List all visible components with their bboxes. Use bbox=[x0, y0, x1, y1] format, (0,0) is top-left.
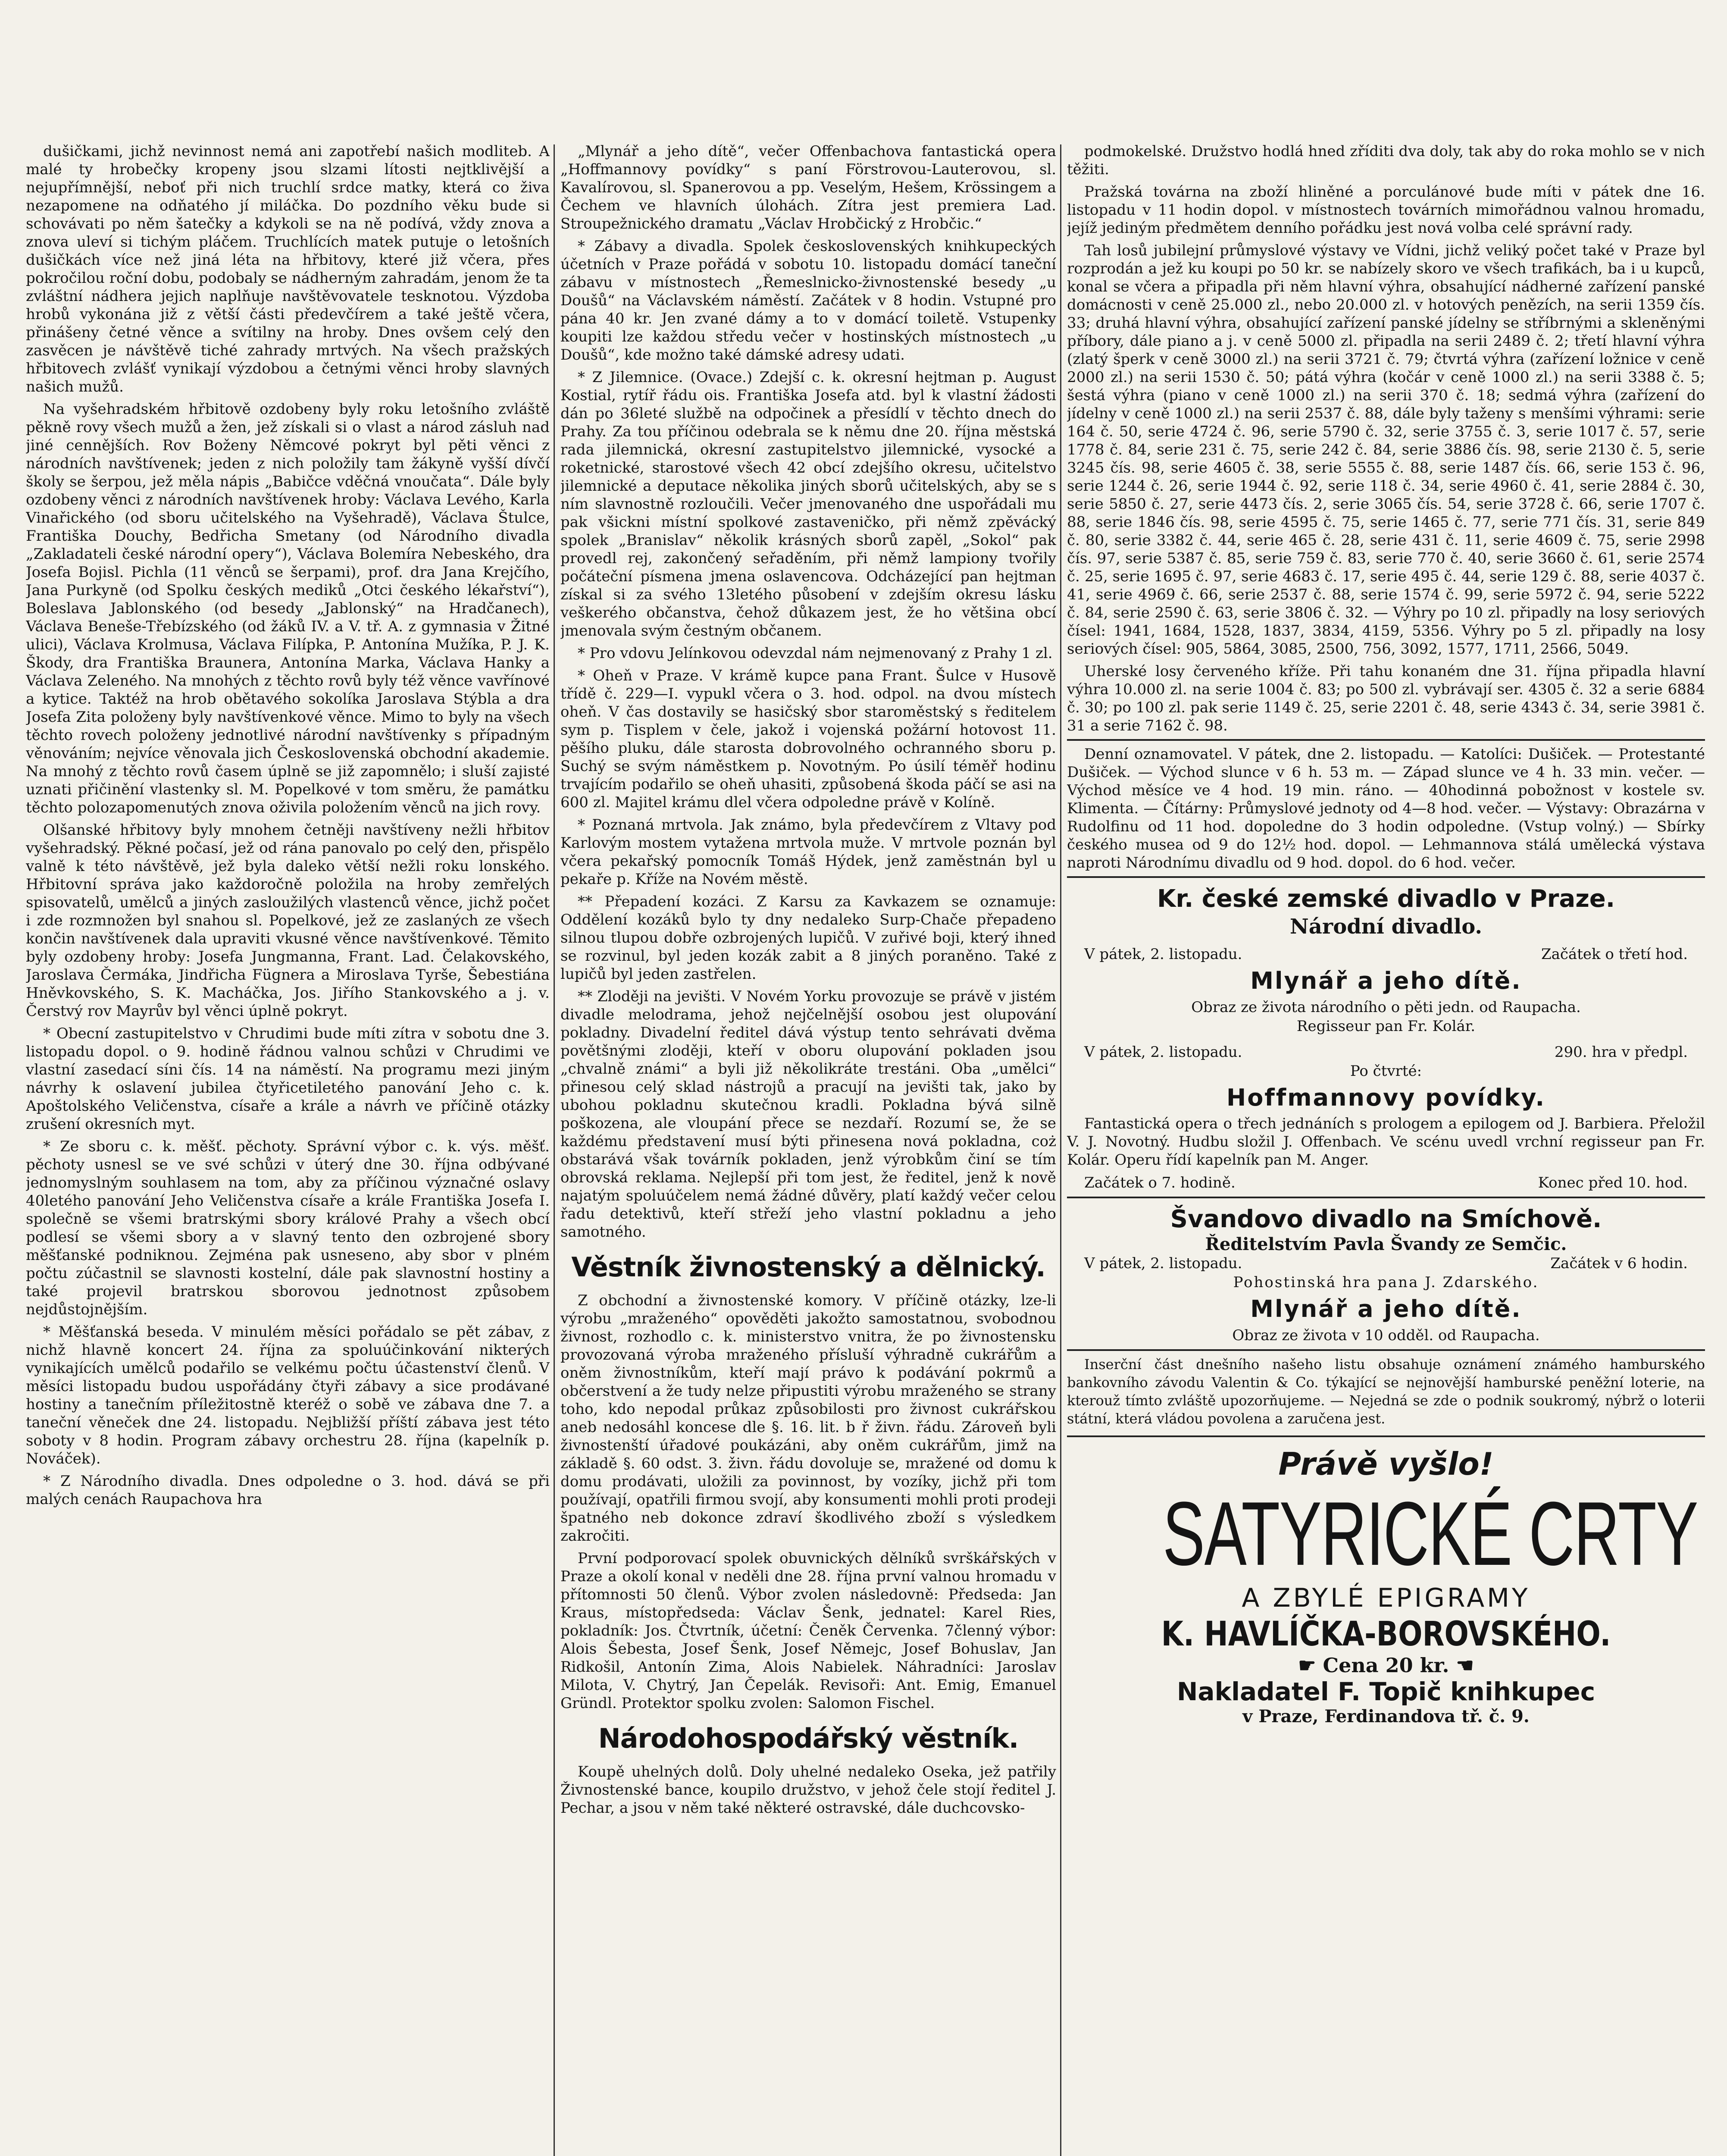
performance-date: V pátek, 2. listopadu. bbox=[1084, 1044, 1242, 1061]
section-heading-narodohospodarsky: Národohospodářský věstník. bbox=[598, 1723, 1019, 1754]
column-3 bbox=[1067, 142, 1705, 2156]
play-title: Hoffmannovy povídky. bbox=[1226, 1084, 1546, 1111]
column-1 bbox=[26, 142, 550, 2156]
article-paragraph: * Zábavy a divadla. Spolek československých knihkupeckých účetních v Praze pořádá v sobotu 10. listopadu domácí taneční zábavu v místnostech „Řemeslnicko-živnostenské besedy „u Doušů“ na Václavském náměstí. Začátek v 8 hodin. Vstupné pro pána 40 kr. Jen zvané dámy a to v domácí toiletě. Vstupenky koupiti lze každou středu večer v hostinských místnostech „u Doušů“, kde možno také dámské adresy udati. bbox=[560, 238, 1056, 364]
article-paragraph: Pražská továrna na zboží hliněné a porculánové bude míti v pátek dne 16. listopadu v 11 hodin dopol. v místnostech továrních mimořádnou valnou hromadu, jejíž jediným předmětem denního pořádku jest nová volba celé správní rady. bbox=[1067, 183, 1705, 237]
theatre-subtitle: Národní divadlo. bbox=[1289, 915, 1483, 939]
play-title: Mlynář a jeho dítě. bbox=[1250, 967, 1522, 994]
ad-headline: Právě vyšlo! bbox=[1278, 1446, 1494, 1482]
performance-row bbox=[1067, 1254, 1705, 1273]
ad-title: SATYRICKÉ CRTY bbox=[1163, 1483, 1698, 1584]
divider bbox=[1067, 1197, 1705, 1198]
daily-announcer: Denní oznamovatel. V pátek, dne 2. listopadu. — Katolíci: Dušiček. — Protestanté Dušiček. — Východ slunce v 6 h. 53 m. — Západ slunce ve 4 h. 33 min. večer. — Východ měsíce ve 4 hod. 19 min. ráno. — 40hodinná pobožnost v kostele sv. Klimenta. — Čítárny: Průmyslové jednoty od 4—8 hod. večer. — Výstavy: Obrazárna v Rudolfinu od 11 hod. dopoledne do 3 hodin odpoledne. (Vstup volný.) — Sbírky českého musea od 9 do 12½ hod. dopol. — Lehmannova stálá umělecká výstava naproti Národnímu divadlu od 9 hod. dopol. do 6 hod. večer. bbox=[1067, 746, 1705, 871]
article-paragraph: * Obecní zastupitelstvo v Chrudimi bude míti zítra v sobotu dne 3. listopadu dopol. o 9. hodině řádnou valnou schůzi v Chrudimi ve vlastní zasedací síni čís. 14 na náměstí. Na programu mezi jiným návrhy k oslavení jubilea čtyřicetiletého panování Jeho c. k. Apoštolského Veličenstva, císaře a krále a návrh ve příčině otázky zrušení okresních myt. bbox=[26, 1025, 550, 1133]
performance-end: Konec před 10. hod. bbox=[1538, 1174, 1688, 1191]
ad-price bbox=[1067, 1654, 1705, 1677]
performance-start: Začátek o 7. hodině. bbox=[1084, 1174, 1236, 1191]
article-paragraph: „Mlynář a jeho dítě“, večer Offenbachova fantastická opera „Hoffmannovy povídky“ s paní Förstrovou-Lauterovou, sl. Kavalírovou, sl. Spanerovou a pp. Veselým, Hešem, Krössingem a Čechem ve hlavních úlohách. Zítra jest premiera Lad. Stroupežnického dramatu „Václav Hrobčický z Hrobčic.“ bbox=[560, 143, 1056, 232]
article-paragraph: * Pro vdovu Jelínkovou odevzdal nám nejmenovaný z Prahy 1 zl. bbox=[578, 645, 1053, 662]
guest-performance: Pohostinská hra pana J. Zdarského. bbox=[1233, 1274, 1539, 1291]
theatre-title: Švandovo divadlo na Smíchově. bbox=[1170, 1205, 1602, 1233]
play-title: Mlynář a jeho dítě. bbox=[1250, 1295, 1522, 1322]
article-paragraph: dušičkami, jichž nevinnost nemá ani zapotřebí našich modliteb. A malé ty hrobečky kropeny jsou slzami lítosti nejtklivější a nejupřímnější, neboť při nich truchlí srdce matky, která co živa nezapomene na odňatého jí miláčka. Do pozdního věku bude si schovávati po něm šatečky a kdykoli se na ně podívá, vždy znova a znova uleví si tichým pláčem. Truchlících matek putuje o letošních dušičkách více než jiná léta na hřbitovy, které již včera, přes pokročilou roční dobu, podobaly se nádherným zahradám, jenom že ta zvláštní nádhera jejich naplňuje navštěvovatele tesknotou. Výzdoba hrobů vykonána již z větší části předevčírem a také ještě včera, přinášeny četné věnce a svítilny na hroby. Dnes ovšem celý den zasvěcen je návštěvě tiché zahrady mrtvých. Na všech pražských hřbitovech zvlášť vynikají výzdobou a četnými věnci hroby slavných našich mužů. bbox=[26, 143, 550, 395]
theatre-title: Kr. české zemské divadlo v Praze. bbox=[1157, 885, 1615, 913]
theatre-listing-svanda bbox=[1067, 1205, 1705, 1345]
section-heading-vestnik: Věstník živnostenský a dělnický. bbox=[571, 1251, 1045, 1283]
performance-start: Začátek v 6 hodin. bbox=[1550, 1255, 1688, 1272]
performance-date: V pátek, 2. listopadu. bbox=[1084, 1255, 1242, 1272]
divider bbox=[1067, 739, 1705, 741]
article-paragraph: ** Zloději na jevišti. V Novém Yorku provozuje se právě v jistém divadle melodrama, jehož nejčelnější osobou jest olupování pokladny. Divadelní ředitel dává výstup tento sehrávati dvěma povětšnými zloději, kteří v oboru olupování pokladen jsou „chvalně známi“ a byli již několikráte trestáni. Oba „umělci“ přinesou celý sklad nástrojů a pracují na jevišti tak, jako by ubohou pokladnu skutečnou kradli. Pokladna bývá silně poškozena, ale vloupání přece se nezdaří. Rozumí se, že se každému představení musí býti přinesena nová pokladna, coż obstarává však továrník pokladen, jenž výrobkům činí se tím obrovská reklama. Nejlepší při tom jest, že ředitel, jenž k nově najatým spoluúčelem nemá žádné důvěry, platí každý večer celou řadu detektivů, kteří střeží jeho vlastní pokladnu a jeho samotného. bbox=[560, 988, 1056, 1241]
hand-pointer-icon: ☛ bbox=[1298, 1654, 1323, 1677]
article-paragraph: podmokelské. Družstvo hodlá hned zříditi dva doly, tak aby do roka mohlo se v nich těžiti. bbox=[1067, 143, 1705, 178]
article-paragraph: Uherské losy červeného kříže. Při tahu konaném dne 31. října připadla hlavní výhra 10.000 zl. na serie 1004 č. 83; po 500 zl. vybrávají ser. 4305 č. 32 a serie 6884 č. 30; po 100 zl. pak serie 1149 č. 25, serie 2201 č. 48, serie 4343 č. 34, serie 3981 č. 31 a serie 7162 č. 98. bbox=[1067, 663, 1705, 734]
ad-publisher: Nakladatel F. Topič knihkupec bbox=[1176, 1677, 1596, 1706]
article-paragraph: ** Přepadení kozáci. Z Karsu za Kavkazem se oznamuje: Oddělení kozáků bylo ty dny nedaleko Surp-Chače přepadeno silnou tlupou dobře ozbrojených lupičů. V zuřivé boji, který ihned se rozvinul, byl jeden kozák zabit a 8 jiných poraněno. Také z lupičů byl jeden zastřelen. bbox=[560, 893, 1056, 983]
article-paragraph: První podporovací spolek obuvnických dělníků svrškářských v Praze a okolí konal v neděli dne 28. října první valnou hromadu v přítomnosti 50 členů. Výbor zvolen následovně: Předseda: Jan Kraus, místopředseda: Václav Šenk, jednatel: Karel Ries, pokladník: Jos. Čtvrtník, účetní: Čeněk Červenka. 7členný výbor: Alois Šebesta, Josef Šenk, Josef Němejc, Josef Bohuslav, Jan Ridkošil, Antonín Zima, Alois Nabielek. Náhradníci: Jaroslav Milota, V. Chytrý, Jan Čepelák. Revisoři: Ant. Emig, Emanuel Gründl. Protektor spolku zvolen: Salomon Fischel. bbox=[560, 1550, 1056, 1712]
ad-price-text: Cena 20 kr. bbox=[1323, 1654, 1449, 1677]
performance-count: Po čtvrté: bbox=[1350, 1062, 1422, 1080]
play-description: Obraz ze života národního o pěti jedn. od Raupacha. bbox=[1191, 999, 1581, 1016]
article-paragraph: Tah losů jubilejní průmyslové výstavy ve Vídni, jichž veliký počet také v Praze byl rozprodán a jež ku koupi po 50 kr. se nabízely skoro ve všech trafikách, ba i u kupců, konal se včera a připadla při něm hlavní výhra, obsahující nádherné zařízení panské domácnosti v ceně 25.000 zl., nebo 20.000 zl. v hotových penězích, na serii 1359 čís. 33; druhá hlavní výhra, obsahující zařízení panské jídelny se stříbrnými a skleněnými příbory, dále piano a j. v ceně 5000 zl. připadla na serii 2489 č. 2; třetí hlavní výhra (zlatý šperk v ceně 3000 zl.) na serii 3721 č. 79; čtvrtá výhra (zařízení ložnice v ceně 2000 zl.) na serii 1530 č. 50; pátá výhra (kočár v ceně 1000 zl.) na serii 3388 č. 5; šestá výhra (piano v ceně 1000 zl.) na serii 370 č. 18; sedmá výhra (zařízení do jídelny v ceně 1000 zl.) na serii 2537 č. 88, dále byly taženy s menšími výhrami: serie 164 č. 50, serie 4724 č. 96, serie 5790 č. 32, serie 3755 č. 3, serie 1017 č. 57, serie 1778 č. 84, serie 231 č. 75, serie 242 č. 84, serie 3886 čís. 98, serie 2130 č. 5, serie 3245 čís. 98, serie 4605 č. 38, serie 5555 č. 88, serie 1487 čís. 66, serie 153 č. 96, serie 1244 č. 26, serie 1944 č. 92, serie 118 č. 34, serie 4960 č. 41, serie 2884 č. 30, serie 5850 č. 27, serie 4473 čís. 2, serie 3065 čís. 54, serie 3728 č. 66, serie 1707 č. 88, serie 1846 čís. 98, serie 4595 č. 75, serie 1465 č. 77, serie 771 čís. 31, serie 849 č. 80, serie 3382 č. 44, serie 465 č. 28, serie 431 č. 11, serie 4609 č. 75, serie 2998 čís. 97, serie 5387 č. 85, serie 759 č. 83, serie 770 č. 40, serie 3660 č. 61, serie 2574 č. 25, serie 1695 č. 97, serie 4683 č. 17, serie 495 č. 44, serie 129 č. 88, serie 4037 č. 41, serie 4969 č. 66, serie 2537 č. 88, serie 1574 č. 99, serie 5972 č. 94, serie 5222 č. 84, serie 2590 č. 63, serie 3806 č. 32. — Výhry po 10 zl. připadly na losy seriových čísel: 1941, 1684, 1528, 1837, 3834, 4159, 5356. Výhry po 5 zl. připadly na losy seriových čísel: 905, 5864, 3085, 2500, 756, 3092, 1577, 1711, 2566, 5049. bbox=[1067, 242, 1705, 658]
article-paragraph: * Z Jilemnice. (Ovace.) Zdejší c. k. okresní hejtman p. August Kostial, rytíř řádu ois. Františka Josefa atd. byl k vlastní žádosti dán po 36leté službě na odpočinek a přesídlí v těchto dnech do Prahy. Za tou příčinou odebrala se k němu dne 20. října městská rada jilemnická, okresní zastupitelstvo jilemnické, vysocké a roketnické, starostové všech 42 obcí zdejšího okresu, učitelstvo jilemnické a deputace několika jiných sborů učitelských, aby se s ním slavnostně rozloučili. Večer jmenovaného dne uspořádali mu pak všickni místní spolkové zastaveničko, při němž zpěvácký spolek „Branislav“ několik krásných sborů zapěl, „Sokol“ pak provedl rej, zakončený seřaděním, při němž lampiony tvořily počáteční písmena jmena oslavencova. Odcházející pan hejtman získal si za svého 13letého působení v zdejším okresu lásku veškerého občanstva, čehož důkazem jest, že ho většina obcí jmenovala svým čestným občanem. bbox=[560, 369, 1056, 639]
article-paragraph: Z obchodní a živnostenské komory. V příčině otázky, lze-li výrobu „mraženého“ opověděti jakožto samostatnou, svobodnou živnost, rozhodlo c. k. ministerstvo vnitra, že po živnostensku provozovaná výroba mraženého přísluší výhradně cukrářům a oněm živnostníkům, kteří mají právo k podávání pokrmů a občerstvení a že tudy nelze připustiti výrobu mraženého se strany toho, kdo nepodal průkaz způsobilosti pro živnost cukrářskou aneb nedosáhl koncese dle §. 16. lit. b ř živn. řádu. Zároveň byli živnostenští úřadové poukázáni, aby oněm cukrářům, jimž na základě §. 60 odst. 3. živn. řádu dovoluje se, mražené od domu k domu prodávati, uložili za povinnost, by vozíky, jichž při tom používají, opatřili firmou svojí, aby konsumenti mohli proti prodeji špatného neb dokonce zdraví škodlivého zboží s výsledkem zakročiti. bbox=[560, 1292, 1056, 1545]
play-director: Regisseur pan Fr. Kolár. bbox=[1296, 1018, 1476, 1035]
performance-row bbox=[1067, 1173, 1705, 1192]
article-paragraph: * Měšťanská beseda. V minulém měsíci pořádalo se pět zábav, z nichž hlavně koncert 24. října za spoluúčinkování nikterých vynikajících umělců podařilo se velkému počtu účastenství členů. V měsíci listopadu budou uspořádány čtyři zábavy a sice prodávané hostiny a tanečním příležitostně kteréž o sobě ve zábava dne 7. a taneční věneček dne 24. listopadu. Nejbližší příští zábava jest této soboty v 8 hodin. Program zábavy orchestru 28. října (kapelník p. Nováček). bbox=[26, 1323, 550, 1467]
article-paragraph: Na vyšehradském hřbitově ozdobeny byly roku letošního zvláště pěkně rovy všech mužů a žen, jež získali si o vlast a národ zásluh nad jiné cennějších. Rov Boženy Němcové pokryt byl pěti věnci z národních navštívenek; jeden z nich položily tam žákyně vyšší dívčí školy se šerpou, jež měla nápis „Babičce vděčná vnoučata“. Dále byly ozdobeny věnci z národních navštívenek hroby: Václava Levého, Karla Vinařického (od sboru učitelského na Vyšehradě), Václava Štulce, Františka Douchy, Bedřicha Smetany (od Národního divadla „Zakladateli české národní opery“), Václava Bolemíra Nebeského, dra Josefa Bojisl. Pichla (11 věnců se šerpami), prof. dra Jana Krejčího, Jana Purkyně (od Spolku českých mediků „Otci českého lékařství“), Boleslava Jablonského (od besedy „Jablonský“ na Hradčanech), Václava Beneše-Třebízského (od žáků IV. a V. tř. A. z gymnasia v Žitné ulici), Václava Krolmusa, Václava Filípka, P. Antonína Mužíka, P. J. K. Škody, dra Františka Braunera, Antonína Marka, Václava Hanky a Václava Zeleného. Na mnohých z těchto rovů byly též věnce vavřínové a kytice. Taktéž na hrob obětavého sokolíka Jaroslava Stýbla a dra Josefa Zita položeny byly navštívenkové věnce. Mimo to byly na všech těchto rovech položeny jednotlivé národní navštívenky s případným věnováním; nejvíce věnovala jich Československá obchodní akademie. Na mnohý z těchto rovů časem úplně se již zapomnělo; i sluší zajisté uznati přičinění vlastenky sl. M. Popelkové v tom směru, že památku těchto polozapomenutých znova oživila položením věnců na jich rovy. bbox=[26, 401, 550, 816]
article-paragraph: Koupě uhelných dolů. Doly uhelné nedaleko Oseka, jež patřily Živnostenské bance, koupilo družstvo, v jehož čele stojí ředitel J. Pechar, a jsou v něm také některé ostravské, dále duchcovsko- bbox=[560, 1763, 1056, 1817]
hand-pointer-icon: ☚ bbox=[1449, 1654, 1474, 1677]
divider bbox=[1067, 876, 1705, 878]
performance-row bbox=[1067, 1043, 1705, 1062]
insert-text: Inserční část dnešního našeho listu obsahuje oznámení známého hamburského bankovního závodu Valentin & Co. týkající se nejnovější hamburské peněžní loterie, na kterouž tímto zvláště upozorňujeme. — Nejedná se zde o podnik soukromý, nýbrž o loterii státní, která vládou povolena a zaručena jest. bbox=[1067, 1356, 1705, 1427]
insert-notice bbox=[1067, 1355, 1705, 1428]
performance-subscription: 290. hra v předpl. bbox=[1554, 1044, 1688, 1061]
column-rule-1 bbox=[554, 144, 555, 2156]
article-paragraph: * Poznaná mrtvola. Jak známo, byla předevčírem z Vltavy pod Karlovým mostem vytažena mrtvola muže. V mrtvole poznán byl včera pekařský pomocník Tomáš Hýdek, jenž zaměstnán byl u pekaře p. Kříže na Novém městě. bbox=[560, 816, 1056, 888]
performance-row bbox=[1067, 945, 1705, 964]
ad-author: K. HAVLÍČKA-BOROVSKÉHO. bbox=[1161, 1615, 1611, 1654]
advertisement-book bbox=[1067, 1435, 1705, 1727]
play-description: Fantastická opera o třech jednáních s prologem a epilogem od J. Barbiera. Přeložil V. J. Novotný. Hudbu složil J. Offenbach. Ve scénu uvedl vrchní regisseur pan Fr. Kolár. Operu řídí kapelník pan M. Anger. bbox=[1067, 1115, 1705, 1169]
article-paragraph: Olšanské hřbitovy byly mnohem četněji navštíveny nežli hřbitov vyšehradský. Pěkné počasí, jež od rána panovalo po celý den, přispělo valně k této návštěvě, jež byla daleko větší nežli roku lonského. Hřbitovní správa jako každoročně položila na hroby zemřelých spisovatelů, umělců a jiných zasloužilých vlastenců věnce, jichž počet i zde rozmnožen byl snahou sl. Popelkové, jež ze zaslaných ze všech končin navštívenek dala upraviti vkusné věnce navštívenkové. Těmito byly ozdobeny hroby: Josefa Jungmanna, Frant. Lad. Čelakovského, Jaroslava Čermáka, Jindřicha Fügnera a Miroslava Tyrše, Šebestiána Hněvkovského, S. K. Macháčka, Jos. Jiřího Stankovského a j. v. Čerstvý rov Mayrův byl věnci úplně pokryt. bbox=[26, 821, 550, 1020]
article-paragraph: * Ze sboru c. k. měšť. pěchoty. Správní výbor c. k. výs. měšť. pěchoty usnesl se ve své schůzi v úterý dne 30. října odbývané jednomyslným souhlasem na tom, aby za příčinou význačné oslavy 40letého panování Jeho Veličenstva císaře a krále Františka Josefa I. společně se všemi bratrskými sbory králové Prahy a všech obcí podlesí se všemi sbory a v slavný tento den ozbrojené sbory měšťanské podniknou. Zejména pak usneseno, aby sbor v plném počtu zúčastnil se slavnosti kostelní, dále pak slavnostní hostiny a také projevil bratrskou sborovou jednotnost způsobem nejdůstojnějším. bbox=[26, 1138, 550, 1318]
ad-address: v Praze, Ferdinandova tř. č. 9. bbox=[1242, 1706, 1530, 1727]
performance-date: V pátek, 2. listopadu. bbox=[1084, 946, 1242, 963]
article-paragraph: * Oheň v Praze. V krámě kupce pana Frant. Šulce v Husově třídě č. 229—I. vypukl včera o 3. hod. odpol. na dvou místech oheň. V čas dostavily se hasičský sbor staroměstský s ředitelem sym p. Tisplem v čele, jakož i vojenská požární hotovost 11. pěšího pluku, dále starosta dobrovolného ochranného sboru p. Suchý se svým náměstkem p. Novotným. Po úsilí téměř hodinu trvajícím podařilo se oheň uhasiti, způsobená škoda páčí se asi na 600 zl. Majitel krámu dlel včera odpoledne právě v Kolíně. bbox=[560, 667, 1056, 811]
performance-start: Začátek o třetí hod. bbox=[1541, 946, 1688, 963]
article-paragraph: * Z Národního divadla. Dnes odpoledne o 3. hod. dává se při malých cenách Raupachova hra bbox=[26, 1473, 550, 1508]
ad-subtitle: A ZBYLÉ EPIGRAMY bbox=[1242, 1583, 1530, 1613]
column-2 bbox=[560, 142, 1056, 2156]
divider bbox=[1067, 1349, 1705, 1351]
theatre-subtitle: Ředitelstvím Pavla Švandy ze Semčic. bbox=[1205, 1234, 1567, 1254]
column-rule-2 bbox=[1060, 144, 1061, 2156]
play-description: Obraz ze života v 10 odděl. od Raupacha. bbox=[1232, 1327, 1540, 1344]
theatre-listing-national bbox=[1067, 885, 1705, 1192]
